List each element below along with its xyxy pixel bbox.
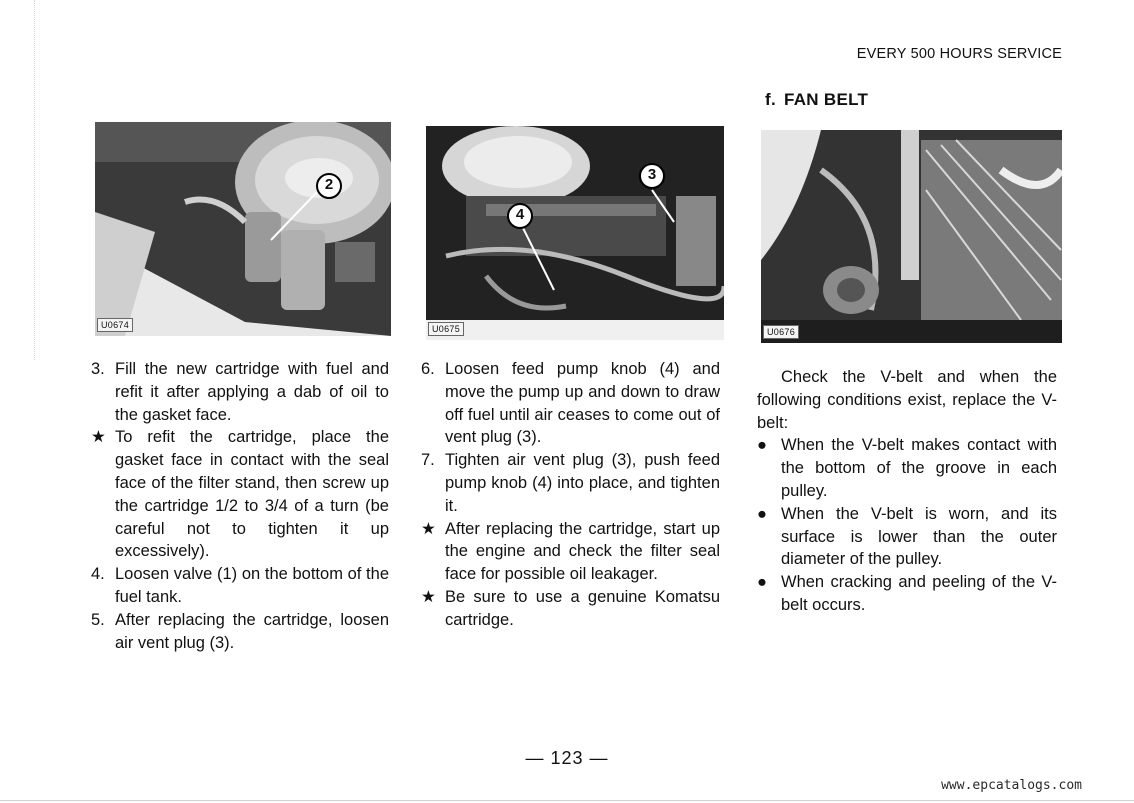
photo-fuel-filter [95,122,391,336]
running-header: EVERY 500 HOURS SERVICE [856,46,1062,62]
item-text: Tighten air vent plug (3), push feed pump knob (4) into place, and tighten it. [445,451,720,515]
photo-fan-belt [761,130,1062,343]
item-text: When the V-belt makes contact with the bottom of the groove in each pulley. [781,436,1057,500]
list-item [91,563,389,609]
star-icon: ★ [91,428,106,447]
photo-feed-pump-image [426,126,724,340]
watermark: www.epcatalogs.com [941,778,1082,793]
photo-fuel-filter-image [95,122,391,336]
section-title [765,90,868,110]
photo-id-label: U0675 [428,322,464,336]
list-item [421,518,720,586]
list-item [757,434,1057,502]
bottom-rule [0,800,1134,801]
item-marker: 7. [421,451,435,470]
photo-id-label: U0676 [763,325,799,339]
item-text: Loosen valve (1) on the bottom of the fuel tank. [115,565,389,606]
column-fuel-steps-1 [91,358,389,654]
bullet-icon: ● [757,436,767,455]
item-text: Be sure to use a genuine Komatsu cartridge. [445,587,720,629]
list-item [757,571,1057,617]
list-item [421,586,720,632]
photo-id-label: U0674 [97,318,133,332]
list-item [91,426,389,563]
item-marker: 5. [91,610,105,629]
item-text: After replacing the cartridge, start up the engine and check the filter seal face for possible oil leakager. [445,519,720,584]
photo-feed-pump [426,126,724,340]
item-text: Loosen feed pump knob (4) and move the pump up and down to draw off fuel until air ceases to come out of vent plug (3). [445,360,720,447]
star-icon: ★ [421,587,436,606]
item-text: When cracking and peeling of the V-belt occurs. [781,573,1057,614]
item-text: Fill the new cartridge with fuel and refit it after applying a dab of oil to the gasket face. [115,360,389,424]
bullet-icon: ● [757,573,767,592]
list-item [421,449,720,517]
item-marker: 3. [91,360,105,378]
list-item [91,609,389,655]
column-fuel-steps-2 [421,358,720,632]
list-item [421,358,720,449]
column-fan-belt [757,366,1057,617]
item-text: When the V-belt is worn, and its surface is lower than the outer diameter of the pulley. [781,504,1057,569]
callout-4: 4 [515,206,525,223]
photo-fan-belt-image [761,130,1062,343]
fan-belt-intro: Check the V-belt and when the following conditions exist, replace the V-belt: [757,368,1057,432]
item-text: After replacing the cartridge, loosen air vent plug (3). [115,610,389,652]
page-edge-line [34,0,35,360]
section-letter: f. [765,90,776,109]
item-text: To refit the cartridge, place the gasket face in contact with the seal face of the filter stand, then screw up the cartridge 1/2 to 3/4 of a turn (be careful not to tighten it up excessively). [115,428,389,561]
callout-2: 2 [324,176,334,193]
list-item [757,503,1057,571]
page-number: — 123 — [525,748,609,768]
callout-3: 3 [647,166,657,183]
item-marker: 6. [421,360,435,378]
star-icon: ★ [421,519,436,538]
bullet-icon: ● [757,504,767,523]
item-marker: 4. [91,565,105,584]
list-item [91,358,389,426]
section-title-text: FAN BELT [783,90,869,109]
